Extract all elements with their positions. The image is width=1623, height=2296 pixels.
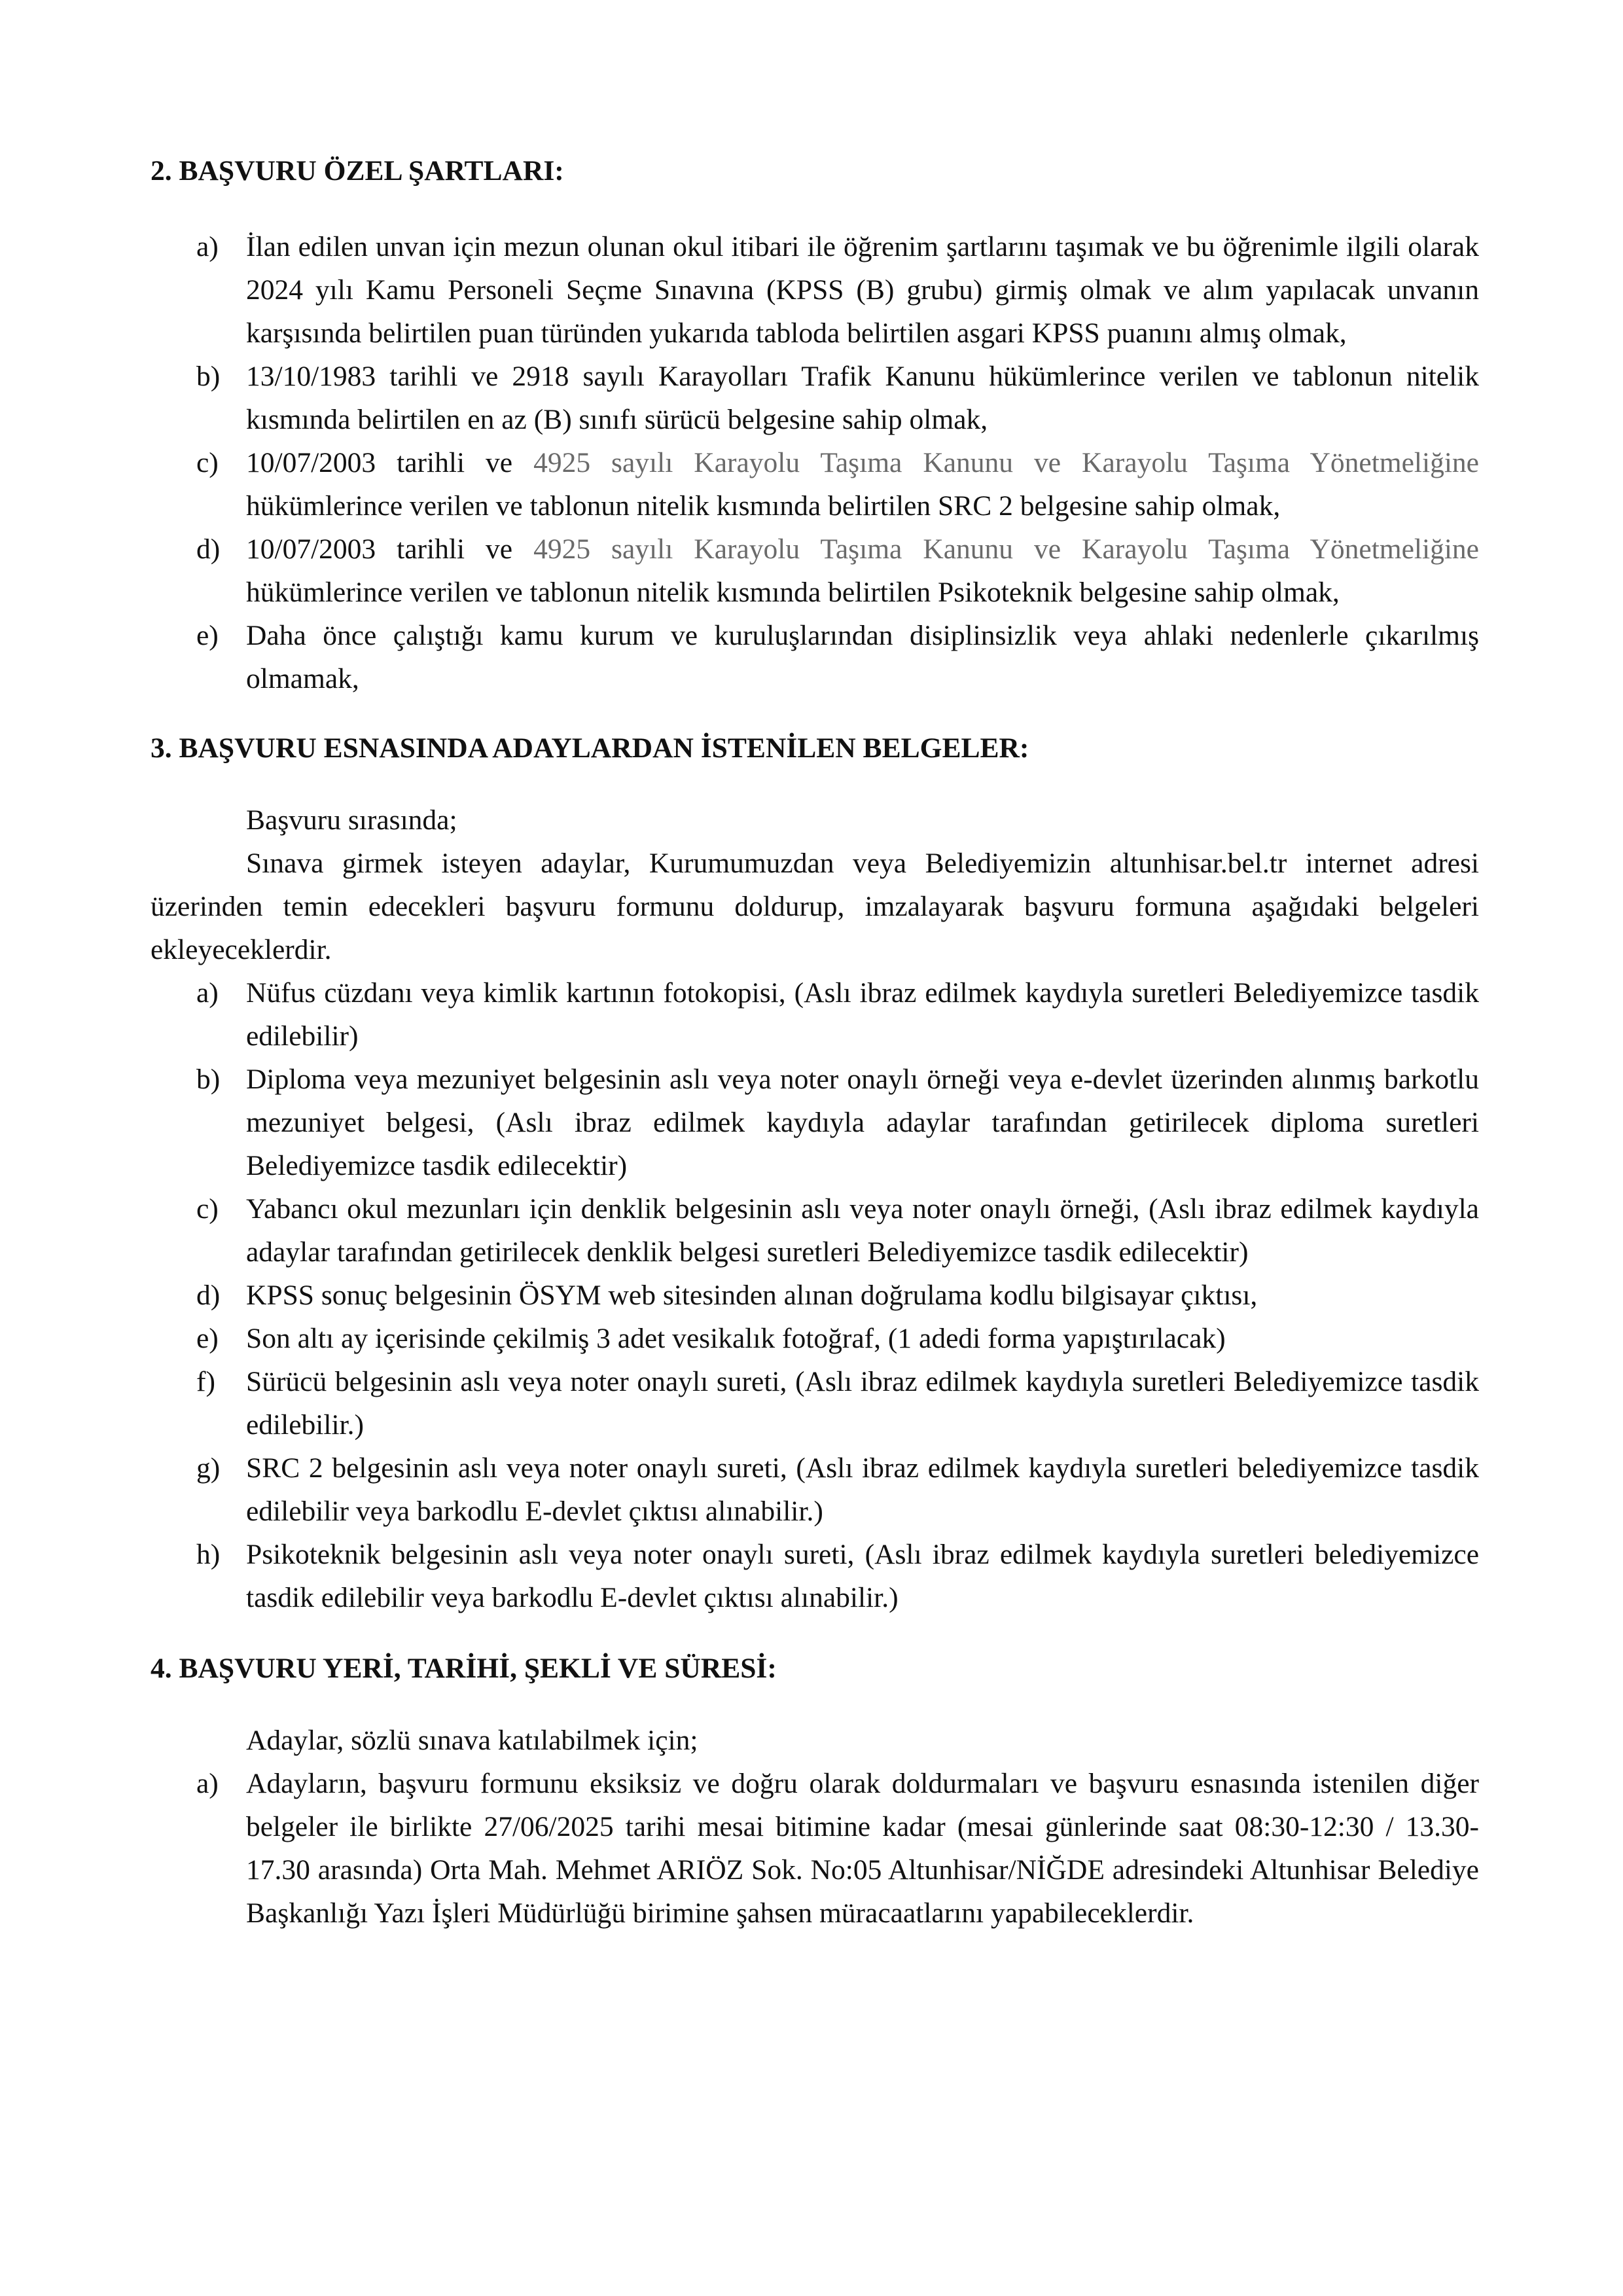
list-item <box>151 355 1479 441</box>
list-marker: e) <box>196 620 219 651</box>
section-4-heading: 4. BAŞVURU YERİ, TARİHİ, ŞEKLİ VE SÜRESİ: <box>151 1653 777 1684</box>
document-page <box>151 149 1479 1935</box>
list-item <box>151 971 1479 1058</box>
list-marker: g) <box>196 1452 221 1484</box>
list-item <box>151 1317 1479 1360</box>
list-item-text: İlan edilen unvan için mezun olunan okul itibari ile öğrenim şartlarını taşımak ve bu öğrenimle ilgili olarak 2024 yılı Kamu Personeli Seçme Sınavına (KPSS (B) grubu) girmiş olmak ve alım yapılacak unvanın karşısında belirtilen puan türünden yukarıda tabloda belirtilen asgari KPSS puanını almış olmak, <box>246 231 1479 349</box>
list-item <box>151 1187 1479 1274</box>
list-item-text-post: hükümlerince verilen ve tablonun nitelik kısmında belirtilen Psikoteknik belgesine sahip olmak, <box>246 577 1340 608</box>
list-marker: b) <box>196 361 221 392</box>
section-2-heading: 2. BAŞVURU ÖZEL ŞARTLARI: <box>151 155 564 187</box>
list-marker: a) <box>196 977 219 1009</box>
list-item <box>151 614 1479 700</box>
list-item-text: Sürücü belgesinin aslı veya noter onaylı sureti, (Aslı ibraz edilmek kaydıyla suretleri Belediyemizce tasdik edilebilir.) <box>246 1366 1479 1441</box>
list-item <box>151 1762 1479 1935</box>
list-item <box>151 441 1479 528</box>
list-marker: f) <box>196 1366 215 1397</box>
list-item-text-post: hükümlerince verilen ve tablonun nitelik kısmında belirtilen SRC 2 belgesine sahip olmak, <box>246 490 1281 522</box>
section-3-intro-2: Sınava girmek isteyen adaylar, Kurumumuzdan veya Belediyemizin altunhisar.bel.tr internet adresi üzerinden temin edecekleri başvuru formunu doldurup, imzalayarak başvuru formuna aşağıdaki belgeleri ekleyeceklerdir. <box>151 848 1479 965</box>
section-3-intro-1: Başvuru sırasında; <box>246 804 457 836</box>
list-item <box>151 1360 1479 1446</box>
list-marker: e) <box>196 1323 219 1354</box>
list-item-text-pre: 10/07/2003 tarihli ve <box>246 533 534 565</box>
list-item-text: Psikoteknik belgesinin aslı veya noter onaylı sureti, (Aslı ibraz edilmek kaydıyla suretleri belediyemizce tasdik edilebilir veya barkodlu E-devlet çıktısı alınabilir.) <box>246 1539 1479 1613</box>
list-marker: a) <box>196 231 219 262</box>
list-item <box>151 1274 1479 1317</box>
list-item-text: 13/10/1983 tarihli ve 2918 sayılı Karayolları Trafik Kanunu hükümlerince verilen ve tablonun nitelik kısmında belirtilen en az (B) sınıfı sürücü belgesine sahip olmak, <box>246 361 1479 435</box>
law-reference: 4925 sayılı Karayolu Taşıma Kanunu ve Karayolu Taşıma Yönetmeliğine <box>533 533 1479 565</box>
list-item-text: KPSS sonuç belgesinin ÖSYM web sitesinden alınan doğrulama kodlu bilgisayar çıktısı, <box>246 1280 1258 1311</box>
section-2-list <box>151 225 1479 700</box>
list-item-text: Son altı ay içerisinde çekilmiş 3 adet vesikalık fotoğraf, (1 adedi forma yapıştırılacak) <box>246 1323 1226 1354</box>
list-item <box>151 1446 1479 1533</box>
list-marker: h) <box>196 1539 221 1570</box>
list-marker: c) <box>196 1193 219 1225</box>
list-marker: d) <box>196 1280 221 1311</box>
list-item-text: Daha önce çalıştığı kamu kurum ve kuruluşlarından disiplinsizlik veya ahlaki nedenlerle çıkarılmış olmamak, <box>246 620 1479 694</box>
list-item-text: Diploma veya mezuniyet belgesinin aslı veya noter onaylı örneği veya e-devlet üzerinden alınmış barkotlu mezuniyet belgesi, (Aslı ibraz edilmek kaydıyla adaylar tarafından getirilecek diploma suretleri Belediyemizce tasdik edilecektir) <box>246 1064 1479 1181</box>
list-marker: c) <box>196 447 219 478</box>
section-4-list <box>151 1762 1479 1935</box>
section-3-heading: 3. BAŞVURU ESNASINDA ADAYLARDAN İSTENİLEN BELGELER: <box>151 732 1029 764</box>
list-item <box>151 1533 1479 1619</box>
section-3-list <box>151 971 1479 1619</box>
list-item <box>151 225 1479 355</box>
list-marker: d) <box>196 533 221 565</box>
list-marker: b) <box>196 1064 221 1095</box>
list-item-text: Yabancı okul mezunları için denklik belgesinin aslı veya noter onaylı örneği, (Aslı ibraz edilmek kaydıyla adaylar tarafından getirilecek denklik belgesi suretleri Belediyemizce tasdik edilecektir) <box>246 1193 1479 1268</box>
law-reference: 4925 sayılı Karayolu Taşıma Kanunu ve Karayolu Taşıma Yönetmeliğine <box>533 447 1479 478</box>
list-item-text: Adayların, başvuru formunu eksiksiz ve doğru olarak doldurmaları ve başvuru esnasında istenilen diğer belgeler ile birlikte 27/06/2025 tarihi mesai bitimine kadar (mesai günlerinde saat 08:30-12:30 / 13.30-17.30 arasında) Orta Mah. Mehmet ARIÖZ Sok. No:05 Altunhisar/NİĞDE adresindeki Altunhisar Belediye Başkanlığı Yazı İşleri Müdürlüğü birimine şahsen müracaatlarını yapabileceklerdir. <box>246 1768 1479 1929</box>
list-item-text: SRC 2 belgesinin aslı veya noter onaylı sureti, (Aslı ibraz edilmek kaydıyla suretleri belediyemizce tasdik edilebilir veya barkodlu E-devlet çıktısı alınabilir.) <box>246 1452 1479 1527</box>
list-item <box>151 1058 1479 1187</box>
list-marker: a) <box>196 1768 219 1799</box>
list-item <box>151 528 1479 614</box>
list-item-text-pre: 10/07/2003 tarihli ve <box>246 447 534 478</box>
section-4-intro: Adaylar, sözlü sınava katılabilmek için; <box>246 1725 698 1756</box>
list-item-text: Nüfus cüzdanı veya kimlik kartının fotokopisi, (Aslı ibraz edilmek kaydıyla suretleri Belediyemizce tasdik edilebilir) <box>246 977 1479 1052</box>
